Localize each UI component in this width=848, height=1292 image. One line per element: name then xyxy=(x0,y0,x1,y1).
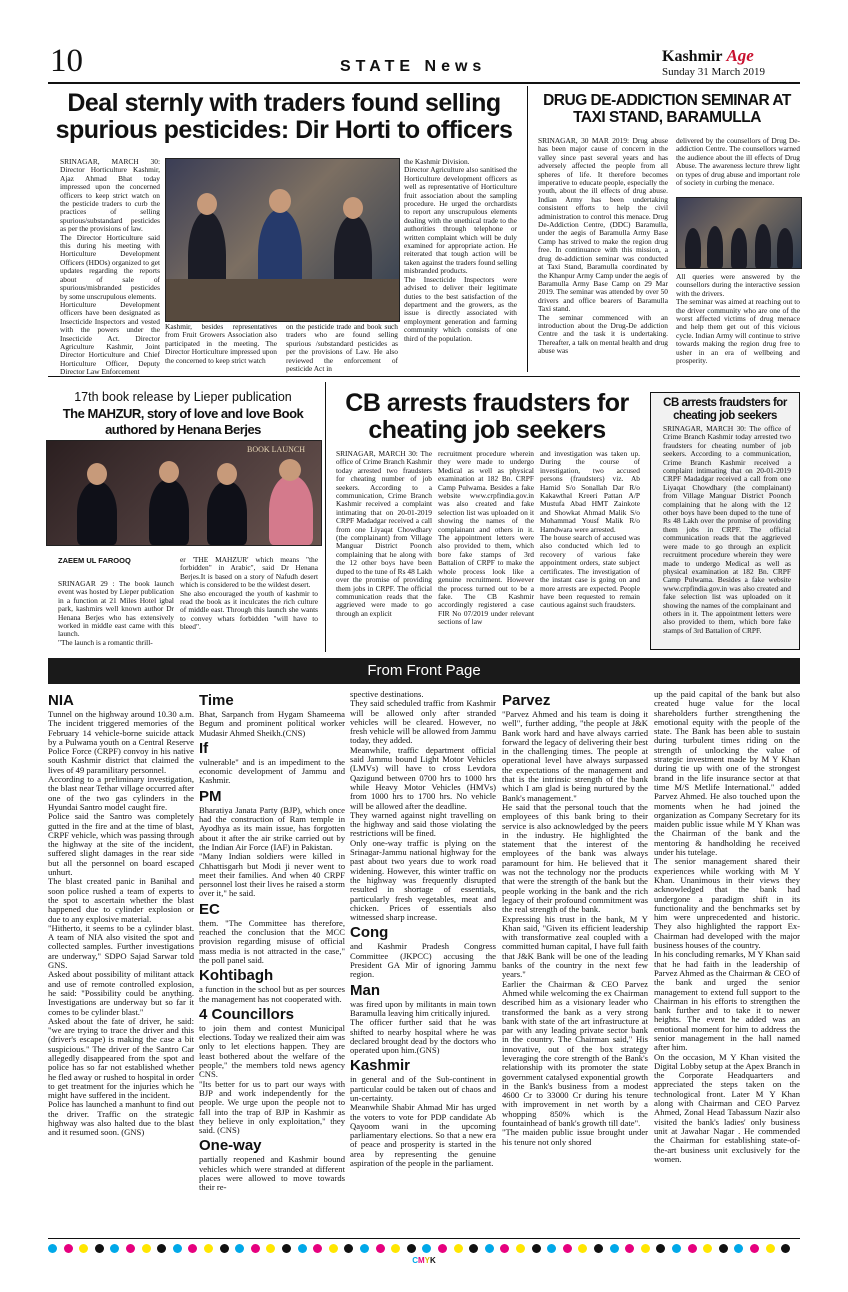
vertical-divider xyxy=(527,86,528,372)
registration-swatch xyxy=(360,1244,369,1253)
vertical-divider-2 xyxy=(325,382,326,652)
registration-swatch xyxy=(734,1244,743,1253)
registration-swatch xyxy=(625,1244,634,1253)
story1-headline: Deal sternly with traders found selling spurious pesticides: Dir Horti to officers xyxy=(55,89,513,144)
brand-kashmir: Kashmir xyxy=(662,48,723,65)
registration-swatch xyxy=(485,1244,494,1253)
registration-swatch xyxy=(173,1244,182,1253)
front-page-subhead: Man xyxy=(350,981,380,999)
story3-col1: SRINAGAR 29 : The book launch event was hosted by Lieper publication in a function at 21 Miles Hotel igbal park, kashmirs well known author Dr Henana Berjes who has extensively worked in middle east came with this launch. "The launch is a romantic thrill- xyxy=(58,579,174,647)
front-page-text: up the paid capital of the bank but also created huge value for the local shareholders further strengthening the emotional equity with the people of the state. The Bank has been able to sustain during turbulent times riding on the strength of unlocking the value of strategic investment made by M Y Khan during tie up with one of the strongest brand in the life insurance sector at that time M/S Metlife International." added Parvez Ahmed. He also touched upon the moments when he had joined the organization as Company Secretary for its maiden public issue while M Y Khan was the Chairman of the bank and the mentoring & handholding he received under his tutelage. The senior management shared their experiences while working with M Y Khan. Unanimous in their views they acknowledged that the bank had undergone a paradigm shift in its functionality and the benchmarks set by him were unprecedented and historic. They also highlighted the rapport Ex-Chairman had developed with the major business houses of the country. In his concluding remarks, M Y Khan said that he had faith in the leadership of Parvez Ahmed as the Chairman & CEO of the bank and urged the senior management to extend full support to the Chairman in his efforts to strengthen the bank further and to take it to newer heights. The event he added was an emotional moment for him to address the senior management in the hall named after him. On the occasion, M Y Khan visited the Digital Lobby setup at the Apex Branch in the Corporate Headquarters and appreciated the steps taken on the technological front. Later M Y Khan along with Chairman and CEO Parvez Ahmed, Zonal Head Tabassum Nazir also visited the bank's ladies' only business unit at Jawahar Nagar . He commended the Chairman for establishing state-of-the-art business unit exclusively for the women. xyxy=(654,689,800,1164)
section-title-text: STATE News xyxy=(340,58,487,75)
registration-swatch xyxy=(79,1244,88,1253)
front-page-text: "Parvez Ahmed and his team is doing it well", further adding, "the people at J&K Bank work hard and have always carried forward the legacy of delivering their best in the challenging times. The people at operational level have always surpassed the expectations of the management and that is the intrinsic strength of the bank which I am glad is being nurtured by the Bank's management." He said that the personal touch that the employees of this bank bring to their service is also acknowledged by the peers in the industry. He highlighted the statement that the interest of the employees of the bank was always paramount for him. He believed that it was not the technology nor the products that were the strength of the bank but the people working in the bank and the rich legacy of their profound commitment was the real strength of the bank. Expressing his trust in the bank, M Y Khan said, "Given its efficient leadership with transformative zeal coupled with a committed human capital, I have full faith that J&K Bank will be one of the leading banks of the country in the next few years." Earlier the Chairman & CEO Parvez Ahmed while welcoming the ex Chairman described him as a visionary leader who transformed the bank as a very strong bank with state of the art infrastructure at par with any leading private sector bank in the country. The Chairman said," His innovative, out of the box strategy leveraging the core strength of the Bank's relationship with its promoter the state government catalysed exponential growth in the Bank's business from a modest 4600 Cr to 33000 Cr during his tenure with improvement in net worth by a whopping 850% which is the fountainhead of bank's growth till date". "The maiden public issue brought under his tenure not only shored xyxy=(502,709,648,1147)
registration-swatch xyxy=(142,1244,151,1253)
story2-col1: SRINAGAR, 30 MAR 2019: Drug abuse has been major cause of concern in the valley since past several years and has adversely affected the people from all spheres of life. It therefore becomes imperative to educate people, especially the youth, about the ill effects of drug abuse. Indian Army has been undertaking consistent efforts to help the civil administration to control this menace. Drug De-Addiction Centre, (DDC) Baramulla, under the aegis of Baramulla Army Base Camp has strived to make the region drug free. In continuance with this mission, a drug de-addiction seminar was conducted at Taxi Stand, Baramulla coordinated by the Khanpur Army Camp under the aegis of Baramulla Army Base Camp on 29 Mar 2019. The seminar was attended by over 50 drivers and office bearers of Baramulla Taxi stand. The seminar commenced with an introduction about the Drug-De addiction Centre and the task it is undertaking. Thereafter, a talk on mental health and drug abuse was xyxy=(538,136,668,356)
registration-swatch xyxy=(391,1244,400,1253)
front-page-subhead: Kohtibagh xyxy=(199,967,274,985)
registration-swatch xyxy=(688,1244,697,1253)
story1-col3: on the pesticide trade and book such traders who are found selling spurious /substandard pesticides as per the provisions of Law. He also reviewed the enforcement of pesticide Act in xyxy=(286,322,400,374)
registration-swatch xyxy=(469,1244,478,1253)
front-page-text: spective destinations. They said scheduled traffic from Kashmir will be allowed only after stranded vehicles will be cleared. However, no fresh vehicle will be allowed from Jammu today, they added. Meanwhile, traffic department official said Jammu bound Light Motor Vehicles (LMVs) will have to cross Levdora Qazigund between 0700 hrs to 1000 hrs while Heavy Motor Vehicles (HMVs) from 1000 hrs to 1700 hrs. No vehicle will be allowed after the deadline. They warned against night travelling on the highway and said those violating the restrictions will be fined. Only one-way traffic is plying on the Srinagar-Jammu national highway for the past about two years due to work road widening. However, this winter traffic on the highway was frequently disrupted resulted in shortage of essentials, particularly fresh vegetables, meat and chicken. Prices of essentials also witnessed sharp increase. xyxy=(350,689,496,923)
registration-swatch xyxy=(298,1244,307,1253)
front-page-subhead: One-way xyxy=(199,1137,262,1155)
cmyk-m: M xyxy=(417,1256,425,1265)
registration-swatch xyxy=(282,1244,291,1253)
front-page-subhead: Parvez xyxy=(502,692,551,709)
front-page-banner xyxy=(48,658,800,684)
registration-swatch xyxy=(672,1244,681,1253)
front-page-text: to join them and contest Municipal elections. Today we realized their aim was only to let elections happen. They are least bothered about the welfare of the people," the members told news agency CNS. "Its better for us to part our ways with BJP and work independently for the people. We urge upon the people not to fall into the trap of BJP in Kashmir as they believe in only exploitation," they said. (CNS) xyxy=(199,1022,345,1136)
header-rule xyxy=(48,82,800,84)
registration-swatch xyxy=(781,1244,790,1253)
cmyk-k: K xyxy=(430,1256,436,1265)
registration-swatch xyxy=(204,1244,213,1253)
registration-swatch xyxy=(251,1244,260,1253)
cmyk-c: C xyxy=(412,1256,418,1265)
registration-swatch xyxy=(344,1244,353,1253)
front-page-subhead: EC xyxy=(199,900,220,918)
front-page-subhead: PM xyxy=(199,787,222,805)
registration-swatch xyxy=(329,1244,338,1253)
story5-headline: CB arrests fraudsters for cheating job seekers xyxy=(663,397,787,422)
front-page-text: and Kashmir Pradesh Congress Committee (JKPCC) accusing the President GA Mir of ignoring Jammu region. xyxy=(350,941,499,980)
registration-swatch xyxy=(48,1244,57,1253)
story2-col2-bottom: All queries were answered by the counsellors during the interactive session with the drivers. The seminar was aimed at reaching out to the driver community who are one of the worst affected victims of drug menace and help them get out of this vicious cycle. Indian Army will continue to strive towards making the region drug free to usher in an era of wellbeing and prosperity. xyxy=(676,272,800,366)
front-page-text: vulnerable" and is an impediment to the economic development of Jammu and Kashmir. xyxy=(199,756,348,786)
front-page-subhead: Kashmir xyxy=(350,1057,411,1075)
story4-headline: CB arrests fraudsters for cheating job seekers xyxy=(345,389,629,444)
front-page-banner-label: From Front Page xyxy=(367,662,481,679)
registration-swatch xyxy=(313,1244,322,1253)
story1-col2: Kashmir, besides representatives from Fruit Growers Association also participated in the meeting. The Director Horticulture impressed upon the concerned to keep strict watch xyxy=(165,322,279,365)
front-page-subhead: If xyxy=(199,739,209,757)
section-rule-1 xyxy=(48,376,800,377)
story1-photo xyxy=(165,158,400,322)
story3-photo xyxy=(46,440,322,546)
front-page-text: them. "The Committee has therefore, reached the conclusion that the MCC provision regarding misuse of official mass media is not attracted in the case," the poll panel said. xyxy=(199,917,348,965)
registration-swatch xyxy=(766,1244,775,1253)
registration-swatch xyxy=(438,1244,447,1253)
section-title xyxy=(340,58,486,76)
front-page-text: Tunnel on the highway around 10.30 a.m. The incident triggered memories of the February 14 vehicle-borne suicide attack by a Pulwama youth on a Central Reserve Police Force (CRPF) convoy in his native south Kashmir district that claimed the lives of 49 paramilitary personnel. According to a preliminary investigation, the blast near Tethar village occurred after one of the two gas cylinders in the Hyundai Santro model caught fire. Police said the Santro was completely gutted in the fire and at the time of blast, CRPF vehicle, which was passing through the highway at the site of the incident, suffered slight damages in the rear side but all the personnel on board escaped unhurt. The blast created panic in Banihal and soon police rushed a team of experts to the spot to ascertain whether the blast happened due to cylinder explosion or due to any explosive material. "Hitherto, it seems to be a cylinder blast. A team of NIA also visited the spot and collected samples. Further investigations are underway," SDPO Sajad Sarwar told GNS. Asked about possibility of militant attack and use of remote controlled explosion, he said: "Possibility could be anything. Investigations are underway but so far it comes to be cylinder blast." Asked about the fate of driver, he said: "we are trying to trace the driver and this (driver's escape) is making the case a bit suspicious." The driver of the Santro Car allegedly disappeared from the spot and police has so far not established whether he fled away or rushed to hospital in order to get treatment for the injuries which he might have suffered in the incident. Police has launched a manhunt to find out the driver. Traffic on the strategic highway was also halted due to the blast and it resumed soon. (GNS) xyxy=(48,709,194,1138)
front-page-text: a function in the school but as per sources the management has not cooperated with. xyxy=(199,984,348,1004)
issue-date: Sunday 31 March 2019 xyxy=(662,66,765,78)
page-number: 10 xyxy=(50,43,83,79)
story2-photo xyxy=(676,197,802,269)
front-page-column xyxy=(654,690,800,1236)
registration-swatch xyxy=(188,1244,197,1253)
registration-swatch xyxy=(547,1244,556,1253)
story3-kicker: 17th book release by Lieper publication xyxy=(74,390,292,404)
story2-headline: DRUG DE-ADDICTION SEMINAR AT TAXI STAND, BARAMULLA xyxy=(543,92,791,126)
story4-col2: recruitment procedure wherein they were made to undergo Medical as well as physical examination at 182 Bn. CRPF Camp Pulwama. Besides a fake website www.crpfindia.gov.in was also created and fake selection list was uploaded on it showing the names of the complainant and others in it. The appointment letters were also provided to them, which bore fake stamps of 3rd Battalion of CRPF to make the whole process look like a genuine recruitment. However the process turned out to be a fake. The CB Kashmir accordingly registered a case FIR No 07/2019 under relevant sections of law xyxy=(438,449,536,627)
front-page-text: Bharatiya Janata Party (BJP), which once had the construction of Ram temple in Ayodhya as its main issue, has forgotten about it after the air strike carried out by the Indian Air Force (IAF) in Pakistan. "Many Indian soldiers were killed in Chhattisgarh but Modi ji never went to meet their families. And when 40 CRPF personnel lost their lives he raised a storm over it," he said. xyxy=(199,804,345,899)
front-page-subhead: Time xyxy=(199,692,234,709)
registration-swatch xyxy=(220,1244,229,1253)
front-page-subhead: NIA xyxy=(48,692,74,709)
registration-swatch xyxy=(422,1244,431,1253)
registration-swatch xyxy=(594,1244,603,1253)
registration-swatch xyxy=(703,1244,712,1253)
masthead xyxy=(662,48,754,64)
front-page-column xyxy=(199,690,348,1236)
registration-swatch xyxy=(454,1244,463,1253)
story4-col1: SRINAGAR, MARCH 30: The office of Crime Branch Kashmir today arrested two fraudsters for cheating number of job seekers. According to a communication, Crime Branch Kashmir received a complaint intimating that on 20-01-2019 CRPF Madadgar received a call from one Liyaqat Chowdhary (the complainant) from Village Manguar District Poonch complaining that he along with the 12 other boys have been duped to the tune of Rs 48 Lakh over the promise of providing them jobs in CRPF. The official communication reads that the aggrieved were made to go through an explicit xyxy=(336,449,434,618)
front-page-subhead: Cong xyxy=(350,924,389,942)
registration-bar xyxy=(48,1244,800,1253)
registration-swatch xyxy=(563,1244,572,1253)
registration-swatch xyxy=(95,1244,104,1253)
brand-age: Age xyxy=(726,46,754,65)
story2-col2-top: delivered by the counsellors of Drug De-addiction Centre. The counsellors warned the audience about the ill effects of Drug Abuse. The awareness lecture threw light on types of drug abuse and important role of society in curbing the menace. xyxy=(676,136,802,188)
registration-swatch xyxy=(407,1244,416,1253)
registration-swatch xyxy=(641,1244,650,1253)
book-launch-banner: BOOK LAUNCH xyxy=(247,445,305,454)
story5-box xyxy=(650,392,800,650)
registration-swatch xyxy=(64,1244,73,1253)
story1-col4: the Kashmir Division. Director Agriculture also sanitised the Horticulture development officers as well as representative of Horticulture fruit association about the sampling procedure. He urged the orchardists to report any unscrupulous elements dealing with the unethical trade to the authorities through telephone or written complaint which will be duly examined for appropriate action. He reiterated that tough action will be taken against the traders found selling misbranded products. The Insecticide Inspectors were advised to deliver their legitimate duties to the best satisfaction of the department and the growers, as the issue is directly associated with employment generation and farming community which consists of one third of the population. xyxy=(404,157,517,343)
registration-swatch xyxy=(376,1244,385,1253)
cmyk-y: Y xyxy=(424,1256,430,1265)
front-page-text: was fired upon by militants in main town Baramulla leaving him critically injured. The officer further said that he was shifted to nearby hospital where he was declared brought dead by the doctors who operated upon him.(GNS) xyxy=(350,998,496,1056)
registration-swatch xyxy=(500,1244,509,1253)
story3-col2: er 'THE MAHZUR' which means "the forbidden" in Arabic", said Dr Henana Berjes.It is based on a story of Nafudh desert which is considered to be the wildest desert. She also encouraged the youth of kashmir to read the book as it inculcates the rich culture of middle east. Through this launch she wants to convey whats forbidden "will have to bleed". xyxy=(180,555,318,632)
registration-swatch xyxy=(266,1244,275,1253)
front-page-text: Bhat, Sarpanch from Hygam Shameema Begum and prominent political worker Mudasir Ahmed Sheikh.(CNS) xyxy=(199,709,348,738)
registration-swatch xyxy=(110,1244,119,1253)
story1-col1: SRINAGAR, MARCH 30: Director Horticulture Kashmir, Ajaz Ahmad Bhat today impressed upon the concerned officers to keep strict watch on the pesticide traders to curb the practices of selling spurious/substandard pesticides as per the provisions of law. The Director Horticulture said this during his meeting with Horticulture Development Officers (HDOs) organized to get updates regarding the reports about of sale of spurious/misbranded pesticides by some unscrupulous elements. Horticulture Development officers have been designated as Insecticide Inspectors and vested with the powers under the Insecticide Act. Director Agriculture Kashmir, Joint Director Horticulture and Chief Horticulture Officer, Deputy Director Law Enforcement xyxy=(60,157,160,377)
registration-swatch xyxy=(750,1244,759,1253)
registration-swatch xyxy=(578,1244,587,1253)
front-page-text: in general and of the Sub-continent in particular could be taken out of chaos and un-certainty. Meanwhile Shabir Ahmad Mir has urged the voters to vote for PDP candidate Ab Qayoom wani in the upcoming parliamentary elections. So that a new era of peace and prosperity is started in the area by representing the genuine aspiration of the people in the parliament. xyxy=(350,1074,496,1169)
front-page-column xyxy=(350,689,499,1236)
story5-body: SRINAGAR, MARCH 30: The office of Crime Branch Kashmir today arrested two fraudsters for cheating number of job seekers. According to a communication, Crime Branch Kashmir received a complaint intimating that on 20-01-2019 CRPF Madadgar received a call from one Liyaqat Chowdhary (the complainant) from Village Manguar District Poonch complaining that he along with the 12 other boys have been duped to the tune of Rs 48 Lakh over the promise of providing them jobs in CRPF. The official communication reads that the aggrieved were made to go through an explicit recruitment procedure wherein they were made to undergo Medical as well as physical examination at 182 Bn. CRPF Camp Pulwama. Besides a fake website www.crpfindia.gov.in was also created and fake selection list was uploaded on it showing the names of the complainant and others in it. The appointment letters were also provided to them, which bore fake stamps of 3rd Battalion of CRPF. xyxy=(663,424,793,635)
front-page-column xyxy=(48,690,194,1236)
registration-swatch xyxy=(656,1244,665,1253)
registration-swatch xyxy=(516,1244,525,1253)
front-page-text: partially reopened and Kashmir bound vehicles which were stranded at different places were allowed to move towards their re- xyxy=(199,1154,348,1193)
story3-byline: ZAEEM UL FAROOQ xyxy=(58,556,131,565)
cmyk-marks xyxy=(0,1256,848,1265)
registration-swatch xyxy=(157,1244,166,1253)
front-page-column xyxy=(502,690,648,1236)
story4-col3: and investigation was taken up. During the course of investigation, two accused persons (fraudsters) viz. Ab Hamid S/o Sonallah Dar R/o Kakawthal Kreeri Pattan A/P Mustufa Abad HMT Zainkote and Showkat Ahmad Malik S/o Mohammad Yousf Malik R/o Hamdwara were arrested. The house search of accused was also conducted which led to recovery of various fake appointment orders, state subject certificates. The investigation of the instant case is going on and more arrests are expected. People have been requested to remain cautious against such fraudsters. xyxy=(540,449,640,610)
story3-headline: The MAHZUR, story of love and love Book authored by Henana Berjes xyxy=(62,406,304,437)
footer-rule xyxy=(48,1238,800,1239)
registration-swatch xyxy=(126,1244,135,1253)
registration-swatch xyxy=(610,1244,619,1253)
registration-swatch xyxy=(719,1244,728,1253)
registration-swatch xyxy=(235,1244,244,1253)
registration-swatch xyxy=(532,1244,541,1253)
front-page-subhead: 4 Councillors xyxy=(199,1005,295,1023)
